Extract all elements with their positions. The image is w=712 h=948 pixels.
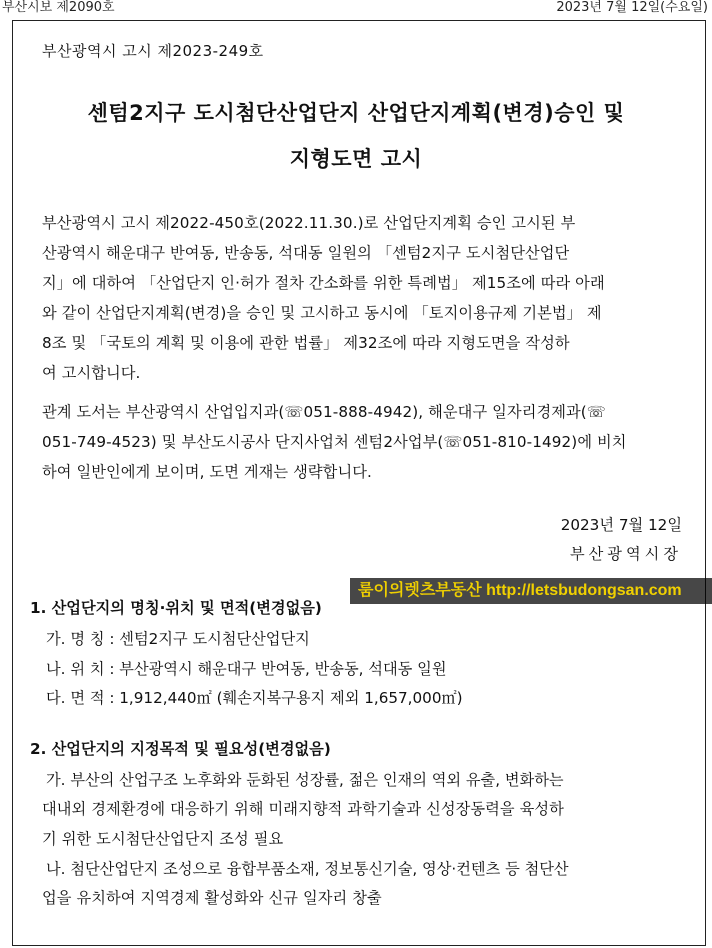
section-2-line: 기 위한 도시첨단산업단지 조성 필요	[42, 830, 284, 848]
body-line: 지」에 대하여 「산업단지 인·허가 절차 간소화를 위한 특례법」 제15조에 따라 아래	[42, 274, 605, 292]
gazette-issue: 부산시보 제2090호	[2, 0, 115, 15]
body-line: 산광역시 해운대구 반여동, 반송동, 석대동 일원의 「센텀2지구 도시첨단산업단	[42, 244, 570, 262]
body-line: 8조 및 「국토의 계획 및 이용에 관한 법률」 제32조에 따라 지형도면을 작성하	[42, 334, 570, 352]
section-2-heading: 2. 산업단지의 지정목적 및 필요성(변경없음)	[30, 740, 331, 758]
body-line: 부산광역시 고시 제2022-450호(2022.11.30.)로 산업단지계획 승인 고시된 부	[42, 214, 576, 232]
section-2-line: 가. 부산의 산업구조 노후화와 둔화된 성장률, 젊은 인재의 역외 유출, 변화하는	[46, 771, 564, 789]
section-1-item: 나. 위 치 : 부산광역시 해운대구 반여동, 반송동, 석대동 일원	[46, 660, 447, 678]
section-1-heading: 1. 산업단지의 명칭·위치 및 면적(변경없음)	[30, 599, 322, 617]
body-line: 관계 도서는 부산광역시 산업입지과(☏051-888-4942), 해운대구 일자리경제과(☏	[42, 403, 606, 421]
notice-title-line-2: 지형도면 고시	[289, 147, 423, 171]
section-1-item: 가. 명 칭 : 센텀2지구 도시첨단산업단지	[46, 630, 310, 648]
body-line: 여 고시합니다.	[42, 364, 141, 382]
body-line: 하여 일반인에게 보이며, 도면 게재는 생략합니다.	[42, 463, 372, 481]
section-2-line: 대내외 경제환경에 대응하기 위해 미래지향적 과학기술과 신성장동력을 육성하	[42, 800, 564, 818]
notice-date: 2023년 7월 12일	[560, 516, 682, 534]
body-line: 와 같이 산업단지계획(변경)을 승인 및 고시하고 동시에 「토지이용규제 기본법」 제	[42, 304, 602, 322]
gazette-header	[0, 0, 712, 18]
watermark-banner	[350, 578, 712, 604]
section-2-line: 나. 첨단산업단지 조성으로 융합부품소재, 정보통신기술, 영상·컨텐츠 등 첨단산	[46, 860, 569, 878]
body-line: 051-749-4523) 및 부산도시공사 단지사업처 센텀2사업부(☏051-810-1492)에 비치	[42, 433, 627, 451]
notice-title-line-1: 센텀2지구 도시첨단산업단지 산업단지계획(변경)승인 및	[87, 101, 625, 125]
issuer-signature: 부산광역시장	[569, 545, 682, 563]
section-2-line: 업을 유치하여 지역경제 활성화와 신규 일자리 창출	[42, 889, 382, 907]
gazette-date: 2023년 7월 12일(수요일)	[556, 0, 708, 15]
section-1-item: 다. 면 적 : 1,912,440㎡ (훼손지복구용지 제외 1,657,000㎡)	[46, 689, 463, 707]
watermark-url: http://letsbudongsan.com	[486, 582, 682, 599]
notice-number: 부산광역시 고시 제2023-249호	[42, 42, 264, 60]
watermark-name: 룸이의렛츠부동산	[358, 582, 482, 599]
